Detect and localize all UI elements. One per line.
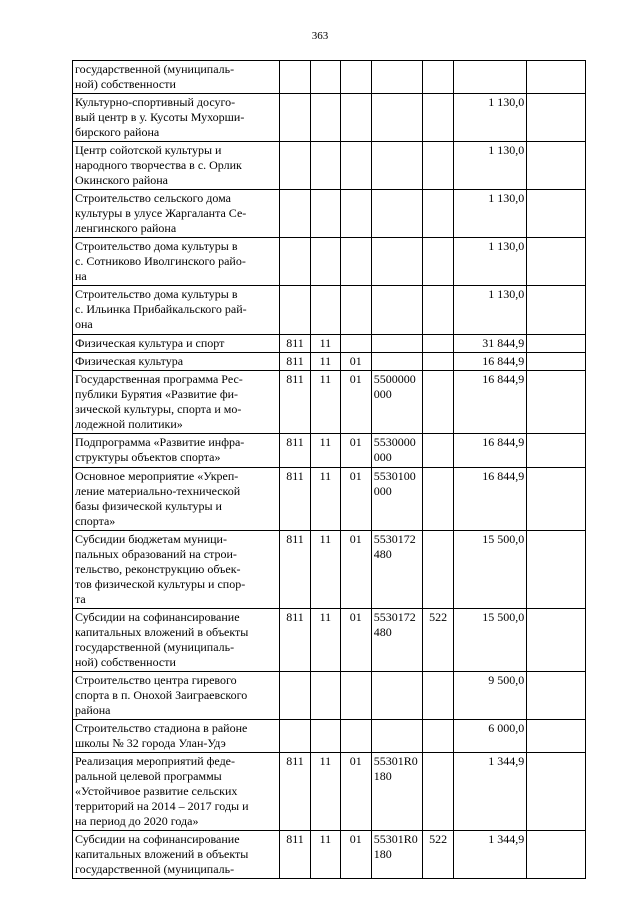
row-subsection-cell: 01 — [340, 831, 371, 879]
row-extra-cell — [527, 142, 586, 190]
table-row — [73, 286, 586, 335]
row-section-cell — [310, 286, 340, 335]
row-grbs-cell — [280, 720, 311, 753]
row-subsection-cell: 01 — [340, 371, 371, 434]
row-subsection-cell — [340, 190, 371, 238]
row-target-article-cell — [371, 142, 423, 190]
row-target-article-cell: 5530100 000 — [371, 468, 423, 531]
row-subsection-cell — [340, 335, 371, 353]
row-amount-cell: 15 500,0 — [454, 531, 527, 609]
row-subsection-cell — [340, 94, 371, 142]
table-row — [73, 335, 586, 353]
row-extra-cell — [527, 238, 586, 286]
row-section-cell: 11 — [310, 434, 340, 468]
row-name-cell: Основное мероприятие «Укреп- ление материально-технической базы физической культуры и спорта» — [73, 468, 280, 531]
row-extra-cell — [527, 531, 586, 609]
table-row — [73, 831, 586, 879]
table-row — [73, 720, 586, 753]
row-grbs-cell — [280, 142, 311, 190]
row-name-cell: Реализация мероприятий феде- ральной целевой программы «Устойчивое развитие сельских территорий на 2014 – 2017 годы и на период до 2020 года» — [73, 753, 280, 831]
row-name-cell: государственной (муниципаль- ной) собственности — [73, 61, 280, 94]
row-extra-cell — [527, 434, 586, 468]
row-name-cell: Субсидии на софинансирование капитальных вложений в объекты государственной (муниципаль- — [73, 831, 280, 879]
row-subsection-cell: 01 — [340, 753, 371, 831]
row-section-cell — [310, 672, 340, 720]
row-grbs-cell: 811 — [280, 434, 311, 468]
row-grbs-cell — [280, 94, 311, 142]
row-name-cell: Строительство центра гиревого спорта в п. Онохой Заиграевского района — [73, 672, 280, 720]
table-row — [73, 94, 586, 142]
row-target-article-cell — [371, 720, 423, 753]
row-target-article-cell: 5530172 480 — [371, 531, 423, 609]
row-extra-cell — [527, 353, 586, 371]
row-amount-cell: 16 844,9 — [454, 353, 527, 371]
row-expense-type-cell — [423, 190, 454, 238]
table-row — [73, 753, 586, 831]
row-expense-type-cell — [423, 753, 454, 831]
row-expense-type-cell — [423, 468, 454, 531]
row-target-article-cell — [371, 238, 423, 286]
row-extra-cell — [527, 335, 586, 353]
row-amount-cell: 1 130,0 — [454, 286, 527, 335]
row-extra-cell — [527, 94, 586, 142]
row-section-cell: 11 — [310, 353, 340, 371]
row-grbs-cell — [280, 61, 311, 94]
row-target-article-cell — [371, 190, 423, 238]
row-name-cell: Строительство стадиона в районе школы № 32 города Улан-Удэ — [73, 720, 280, 753]
row-subsection-cell: 01 — [340, 609, 371, 672]
row-expense-type-cell — [423, 353, 454, 371]
row-subsection-cell: 01 — [340, 531, 371, 609]
row-grbs-cell: 811 — [280, 353, 311, 371]
row-section-cell: 11 — [310, 831, 340, 879]
row-target-article-cell: 5530172 480 — [371, 609, 423, 672]
row-extra-cell — [527, 609, 586, 672]
table-row — [73, 238, 586, 286]
row-name-cell: Центр сойотской культуры и народного творчества в с. Орлик Окинского района — [73, 142, 280, 190]
row-amount-cell: 16 844,9 — [454, 468, 527, 531]
table-row — [73, 61, 586, 94]
row-amount-cell: 9 500,0 — [454, 672, 527, 720]
page-number: 363 — [311, 30, 329, 42]
row-subsection-cell — [340, 720, 371, 753]
row-subsection-cell — [340, 672, 371, 720]
row-amount-cell: 1 344,9 — [454, 831, 527, 879]
row-section-cell — [310, 61, 340, 94]
row-target-article-cell — [371, 335, 423, 353]
row-section-cell: 11 — [310, 468, 340, 531]
row-expense-type-cell — [423, 238, 454, 286]
row-expense-type-cell — [423, 672, 454, 720]
row-amount-cell: 6 000,0 — [454, 720, 527, 753]
row-amount-cell: 16 844,9 — [454, 434, 527, 468]
table-row — [73, 531, 586, 609]
row-amount-cell: 1 130,0 — [454, 190, 527, 238]
row-amount-cell: 31 844,9 — [454, 335, 527, 353]
row-grbs-cell: 811 — [280, 468, 311, 531]
row-subsection-cell — [340, 61, 371, 94]
budget-table-body — [73, 61, 586, 879]
row-extra-cell — [527, 286, 586, 335]
row-grbs-cell: 811 — [280, 531, 311, 609]
row-name-cell: Строительство дома культуры в с. Сотниково Иволгинского райо- на — [73, 238, 280, 286]
row-expense-type-cell — [423, 142, 454, 190]
row-grbs-cell: 811 — [280, 371, 311, 434]
table-row — [73, 434, 586, 468]
row-target-article-cell — [371, 286, 423, 335]
row-extra-cell — [527, 371, 586, 434]
row-grbs-cell — [280, 672, 311, 720]
row-target-article-cell: 55301R0 180 — [371, 831, 423, 879]
row-section-cell — [310, 238, 340, 286]
row-target-article-cell — [371, 353, 423, 371]
table-row — [73, 672, 586, 720]
row-expense-type-cell: 522 — [423, 831, 454, 879]
row-grbs-cell: 811 — [280, 335, 311, 353]
table-row — [73, 468, 586, 531]
row-grbs-cell: 811 — [280, 609, 311, 672]
row-expense-type-cell — [423, 531, 454, 609]
row-subsection-cell: 01 — [340, 468, 371, 531]
row-target-article-cell: 55301R0 180 — [371, 753, 423, 831]
row-expense-type-cell — [423, 720, 454, 753]
row-amount-cell: 1 130,0 — [454, 94, 527, 142]
row-section-cell: 11 — [310, 531, 340, 609]
row-target-article-cell: 5530000 000 — [371, 434, 423, 468]
row-grbs-cell — [280, 238, 311, 286]
row-name-cell: Физическая культура — [73, 353, 280, 371]
row-amount-cell: 15 500,0 — [454, 609, 527, 672]
row-section-cell — [310, 94, 340, 142]
row-grbs-cell: 811 — [280, 831, 311, 879]
row-section-cell — [310, 720, 340, 753]
row-grbs-cell — [280, 286, 311, 335]
row-target-article-cell — [371, 94, 423, 142]
row-expense-type-cell — [423, 434, 454, 468]
row-name-cell: Культурно-спортивный досуго- вый центр в у. Кусоты Мухорши- бирского района — [73, 94, 280, 142]
row-extra-cell — [527, 61, 586, 94]
row-expense-type-cell — [423, 94, 454, 142]
row-target-article-cell — [371, 61, 423, 94]
row-name-cell: Субсидии бюджетам муници- пальных образований на строи- тельство, реконструкцию объек- тов физической культуры и спор- та — [73, 531, 280, 609]
row-grbs-cell: 811 — [280, 753, 311, 831]
row-name-cell: Субсидии на софинансирование капитальных вложений в объекты государственной (муниципаль- ной) собственности — [73, 609, 280, 672]
row-name-cell: Строительство сельского дома культуры в улусе Жаргаланта Се- ленгинского района — [73, 190, 280, 238]
row-expense-type-cell — [423, 286, 454, 335]
row-name-cell: Государственная программа Рес- публики Бурятия «Развитие фи- зической культуры, спорта и мо- лодежной политики» — [73, 371, 280, 434]
row-section-cell: 11 — [310, 609, 340, 672]
table-row — [73, 190, 586, 238]
row-section-cell — [310, 142, 340, 190]
budget-table — [72, 60, 586, 879]
row-grbs-cell — [280, 190, 311, 238]
row-amount-cell: 16 844,9 — [454, 371, 527, 434]
row-extra-cell — [527, 753, 586, 831]
row-subsection-cell: 01 — [340, 353, 371, 371]
row-extra-cell — [527, 720, 586, 753]
table-row — [73, 609, 586, 672]
table-row — [73, 142, 586, 190]
row-extra-cell — [527, 190, 586, 238]
row-subsection-cell — [340, 238, 371, 286]
row-extra-cell — [527, 468, 586, 531]
row-section-cell: 11 — [310, 335, 340, 353]
row-section-cell — [310, 190, 340, 238]
row-amount-cell: 1 130,0 — [454, 142, 527, 190]
row-extra-cell — [527, 672, 586, 720]
row-name-cell: Подпрограмма «Развитие инфра- структуры объектов спорта» — [73, 434, 280, 468]
row-name-cell: Физическая культура и спорт — [73, 335, 280, 353]
row-subsection-cell — [340, 286, 371, 335]
row-expense-type-cell — [423, 371, 454, 434]
row-target-article-cell: 5500000 000 — [371, 371, 423, 434]
row-name-cell: Строительство дома культуры в с. Ильинка Прибайкальского рай- она — [73, 286, 280, 335]
row-expense-type-cell: 522 — [423, 609, 454, 672]
row-subsection-cell: 01 — [340, 434, 371, 468]
table-row — [73, 371, 586, 434]
row-expense-type-cell — [423, 61, 454, 94]
row-subsection-cell — [340, 142, 371, 190]
row-amount-cell: 1 344,9 — [454, 753, 527, 831]
row-amount-cell — [454, 61, 527, 94]
row-section-cell: 11 — [310, 753, 340, 831]
row-extra-cell — [527, 831, 586, 879]
row-target-article-cell — [371, 672, 423, 720]
table-row — [73, 353, 586, 371]
row-amount-cell: 1 130,0 — [454, 238, 527, 286]
row-expense-type-cell — [423, 335, 454, 353]
row-section-cell: 11 — [310, 371, 340, 434]
